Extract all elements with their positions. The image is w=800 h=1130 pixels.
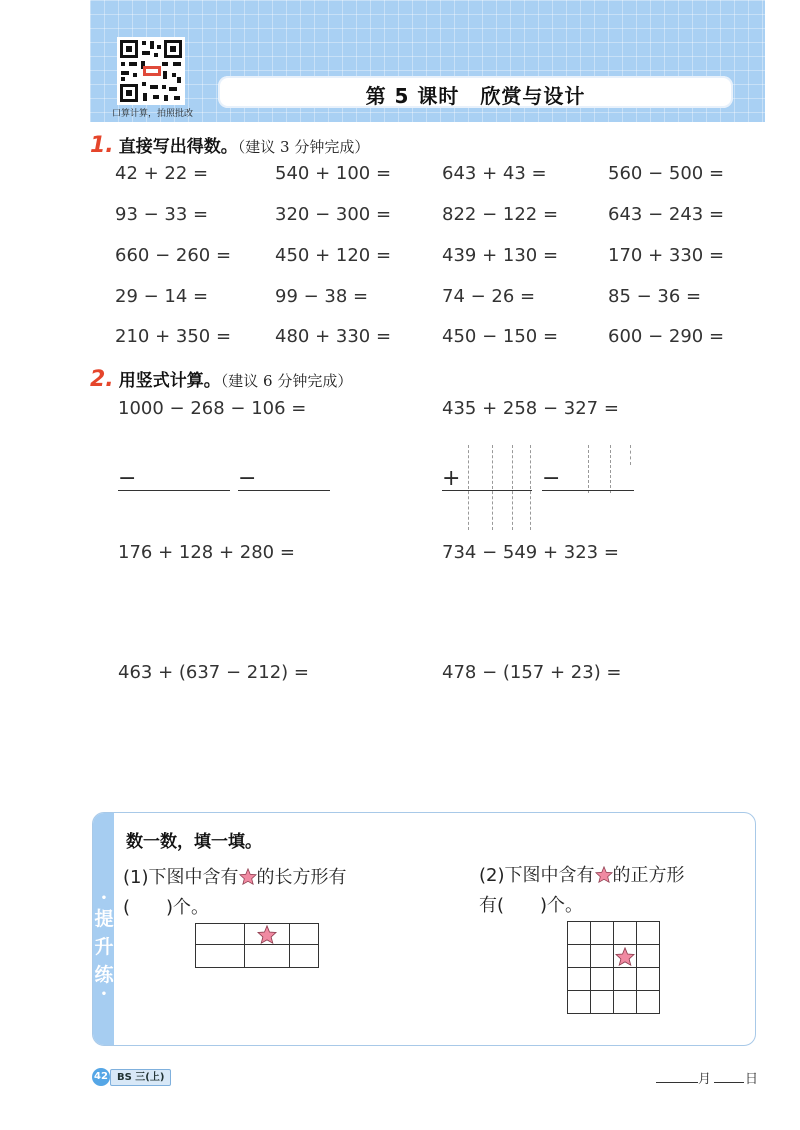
q2-text-b: 的正方形 xyxy=(612,865,685,886)
qr-caption: 口算计算，拍照批改 xyxy=(112,109,194,119)
vertical-problem: 463 + (637 − 212) = xyxy=(118,662,309,683)
qr-code-graphic xyxy=(117,37,185,105)
side-label-char: 提 xyxy=(94,908,114,930)
grid-cell xyxy=(591,991,614,1014)
plus-sign: + xyxy=(442,466,461,491)
answer-line[interactable] xyxy=(238,470,330,491)
month-blank[interactable] xyxy=(656,1082,698,1083)
mental-problem: 540 + 100 = xyxy=(275,163,392,184)
vertical-problem: 478 − (157 + 23) = xyxy=(442,662,622,683)
vertical-problem: 1000 − 268 − 106 = xyxy=(118,398,307,419)
question-2-line1 xyxy=(479,861,685,887)
answer-line[interactable] xyxy=(442,470,532,491)
section1-heading: 直接写出得数。 xyxy=(118,137,238,157)
question-2-answer[interactable]: 有( )个。 xyxy=(479,895,584,916)
mental-problem: 320 − 300 = xyxy=(275,204,392,225)
section2-header xyxy=(90,366,352,392)
mental-problem: 439 + 130 = xyxy=(442,245,559,266)
mental-problem: 600 − 290 = xyxy=(608,326,725,347)
practice-panel xyxy=(92,812,756,1046)
minus-sign: − xyxy=(238,466,257,491)
mental-problem: 170 + 330 = xyxy=(608,245,725,266)
rectangle-grid xyxy=(195,923,319,968)
vertical-problem: 734 − 549 + 323 = xyxy=(442,542,619,563)
q2-text-a: (2)下图中含有 xyxy=(479,865,595,886)
grid-cell xyxy=(290,924,319,945)
section1-number: 1. xyxy=(90,133,114,158)
mental-problem: 93 − 33 = xyxy=(115,204,209,225)
grid-cell xyxy=(290,945,319,968)
page-number: 42 xyxy=(92,1068,110,1086)
mental-problem: 643 − 243 = xyxy=(608,204,725,225)
grid-cell xyxy=(568,991,591,1014)
section1-hint: （建议 3 分钟完成） xyxy=(237,138,370,156)
minus-sign: − xyxy=(118,466,137,491)
title-bar xyxy=(218,76,733,108)
mental-problem: 85 − 36 = xyxy=(608,286,702,307)
mental-problem: 99 − 38 = xyxy=(275,286,369,307)
side-label-char: 练 xyxy=(94,964,114,986)
grid-cell xyxy=(591,922,614,945)
star-icon xyxy=(595,866,613,883)
question-1-answer[interactable]: ( )个。 xyxy=(123,897,210,918)
practice-side-tab xyxy=(93,813,114,1045)
column-guide xyxy=(630,445,631,465)
grid-cell xyxy=(614,968,637,991)
page-title: 第 5 课时 欣赏与设计 xyxy=(365,84,586,108)
mental-problem: 210 + 350 = xyxy=(115,326,232,347)
section2-heading: 用竖式计算。 xyxy=(118,371,221,391)
section2-hint: （建议 6 分钟完成） xyxy=(220,372,353,390)
grid-cell xyxy=(614,991,637,1014)
mental-problem: 29 − 14 = xyxy=(115,286,209,307)
grid-cell xyxy=(591,945,614,968)
star-icon xyxy=(257,925,277,944)
vertical-problem: 176 + 128 + 280 = xyxy=(118,542,295,563)
answer-line[interactable] xyxy=(118,470,230,491)
side-label-char: 升 xyxy=(94,936,114,958)
star-icon xyxy=(615,947,635,966)
practice-title: 数一数，填一填。 xyxy=(126,832,262,852)
minus-sign: − xyxy=(542,466,561,491)
practice-side-label xyxy=(94,893,114,1001)
grid-cell xyxy=(591,968,614,991)
day-blank[interactable] xyxy=(714,1082,744,1083)
vertical-problem: 435 + 258 − 327 = xyxy=(442,398,619,419)
section2-number: 2. xyxy=(90,367,114,392)
grid-cell xyxy=(245,924,290,945)
grid-cell xyxy=(637,968,660,991)
grid-cell xyxy=(568,922,591,945)
mental-problem: 643 + 43 = xyxy=(442,163,547,184)
mental-problem: 450 − 150 = xyxy=(442,326,559,347)
answer-line[interactable] xyxy=(542,470,634,491)
q1-text-a: (1)下图中含有 xyxy=(123,867,239,888)
day-label: 日 xyxy=(745,1072,759,1087)
mental-problem: 480 + 330 = xyxy=(275,326,392,347)
square-grid xyxy=(567,921,660,1014)
mental-problem: 42 + 22 = xyxy=(115,163,209,184)
star-icon xyxy=(239,868,257,885)
section1-header xyxy=(90,132,369,158)
grid-cell xyxy=(568,968,591,991)
grid-cell xyxy=(196,945,245,968)
q1-text-b: 的长方形有 xyxy=(256,867,347,888)
grid-cell xyxy=(245,945,290,968)
question-1-line1 xyxy=(123,863,347,889)
grid-cell xyxy=(637,991,660,1014)
side-dot: • xyxy=(100,989,108,1000)
grid-cell xyxy=(196,924,245,945)
edition-badge: BS 三(上) xyxy=(110,1069,171,1086)
side-label-char xyxy=(94,905,114,989)
grid-cell xyxy=(637,922,660,945)
grid-cell xyxy=(614,922,637,945)
mental-problem: 660 − 260 = xyxy=(115,245,232,266)
qr-code[interactable] xyxy=(117,37,185,105)
grid-cell xyxy=(568,945,591,968)
mental-problem: 450 + 120 = xyxy=(275,245,392,266)
mental-problem: 74 − 26 = xyxy=(442,286,536,307)
mental-problem: 560 − 500 = xyxy=(608,163,725,184)
mental-problem: 822 − 122 = xyxy=(442,204,559,225)
grid-cell xyxy=(637,945,660,968)
month-label: 月 xyxy=(698,1072,712,1087)
side-dot: • xyxy=(100,893,108,904)
grid-cell xyxy=(614,945,637,968)
